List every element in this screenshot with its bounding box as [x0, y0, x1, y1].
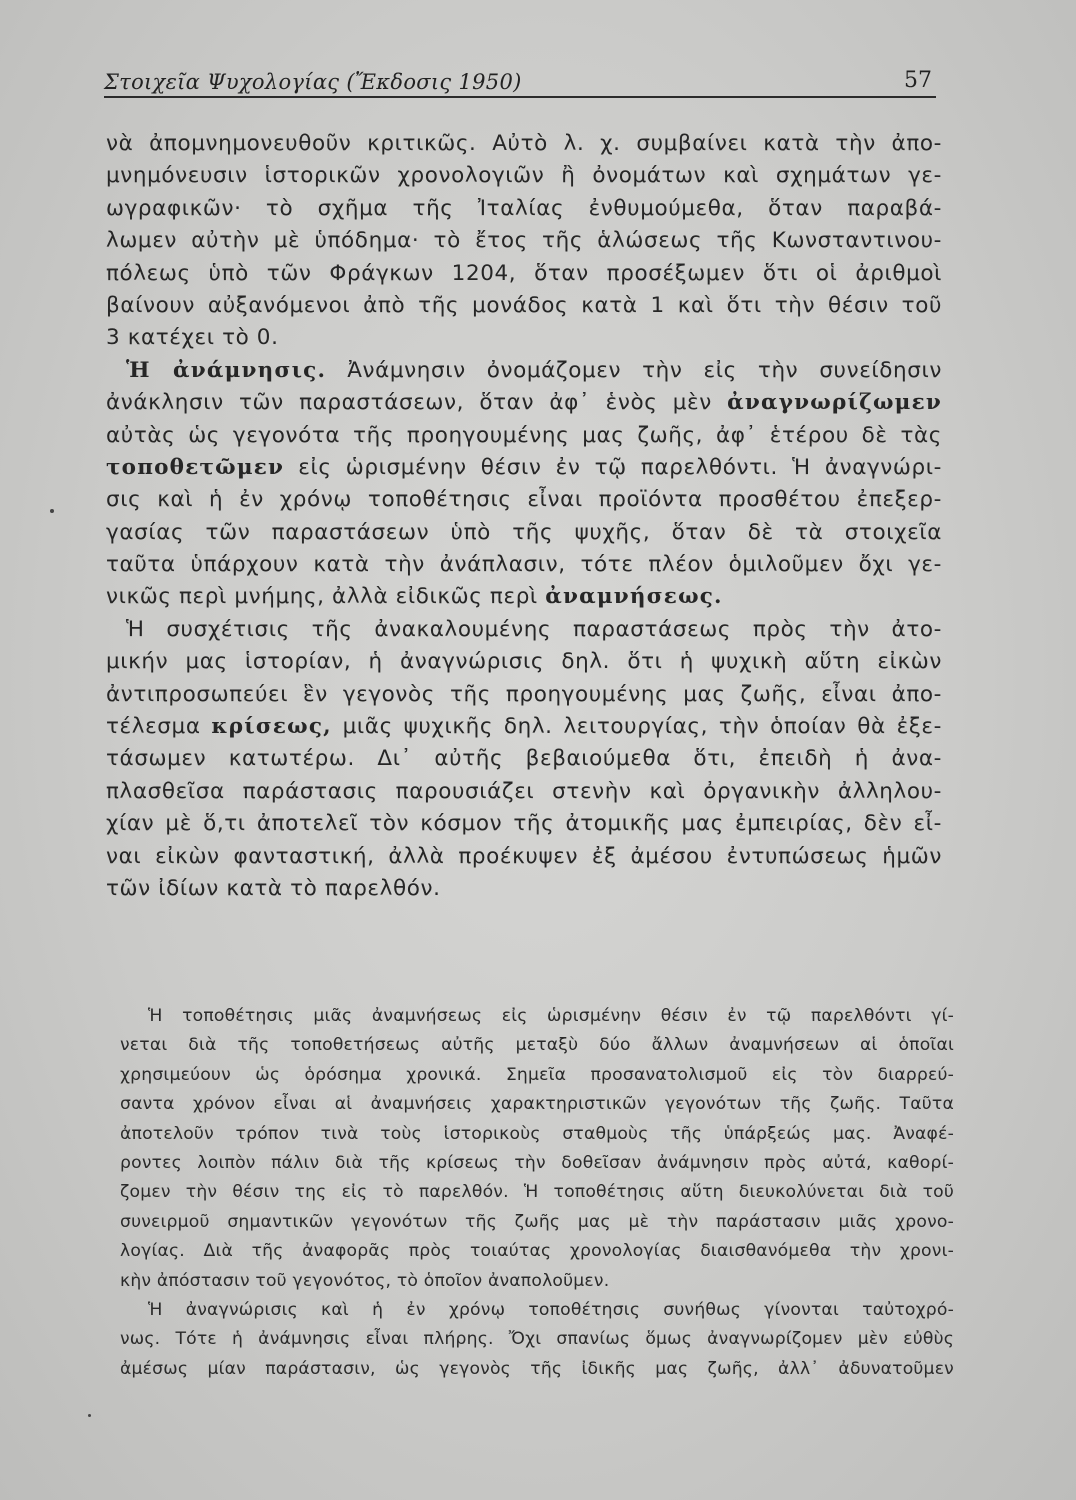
text-segment: ζομεν τὴν θέσιν της εἰς τὸ παρελθόν. Ἡ τοποθέτησις αὕτη διευκολύνεται διὰ τοῦ: [120, 1182, 954, 1203]
text-segment: βαίνουν αὐξανόμενοι ἀπὸ τῆς μονάδος κατὰ 1 καὶ ὅτι τὴν θέσιν τοῦ: [106, 292, 942, 318]
text-segment: γασίας τῶν παραστάσεων ὑπὸ τῆς ψυχῆς, ὅταν δὲ τὰ στοιχεῖα: [106, 519, 942, 545]
emphasized-term: Ἡ ἀνάμνησις.: [126, 357, 327, 383]
text-line: [106, 581, 942, 613]
text-segment: σις καὶ ἡ ἐν χρόνῳ τοποθέτησις εἶναι προϊόντα προσθέτου ἐπεξερ-: [106, 487, 942, 513]
text-line: [106, 355, 942, 387]
text-segment: Ἡ τοποθέτησις μιᾶς ἀναμνήσεως εἰς ὡρισμένην θέσιν ἐν τῷ παρελθόντι γί-: [148, 1006, 954, 1026]
text-segment: εἰς ὡρισμένην θέσιν ἐν τῷ παρελθόντι. Ἡ ἀναγνώρι-: [284, 454, 942, 480]
text-segment: λογίας. Διὰ τῆς ἀναφορᾶς πρὸς τοιαύτας χρονολογίας διαισθανόμεθα τὴν χρονι-: [120, 1241, 954, 1262]
small-print-line: [120, 1120, 954, 1149]
small-print-line: [120, 1031, 954, 1060]
scan-speck: [50, 509, 54, 513]
small-print-line: [120, 1237, 954, 1266]
text-line: [106, 128, 942, 160]
text-segment: ναι εἰκὼν φανταστική, ἀλλὰ προέκυψεν ἐξ ἀμέσου ἐντυπώσεως ἡμῶν: [106, 843, 942, 869]
text-segment: σαντα χρόνον εἶναι αἱ ἀναμνήσεις χαρακτηριστικῶν γεγονότων τῆς ζωῆς. Ταῦτα: [120, 1094, 954, 1115]
small-print-line: [120, 1208, 954, 1237]
text-segment: πλασθεῖσα παράστασις παρουσιάζει στενὴν καὶ ὀργανικὴν ἀλληλου-: [106, 778, 942, 804]
text-line: [106, 452, 942, 484]
text-line: [106, 808, 942, 840]
text-line: [106, 776, 942, 808]
text-segment: 3 κατέχει τὸ 0.: [106, 325, 279, 351]
small-print-line: [120, 1149, 954, 1178]
text-line: [106, 517, 942, 549]
small-print-line: [120, 1178, 954, 1207]
running-header: [104, 66, 936, 98]
text-segment: νως. Τότε ἡ ἀνάμνησις εἶναι πλήρης. Ὄχι σπανίως ὅμως ἀναγνωρίζομεν μὲν εὐθὺς: [120, 1329, 954, 1350]
text-line: [106, 387, 942, 419]
small-print-line: [120, 1002, 954, 1031]
page-number: 57: [904, 68, 932, 93]
text-segment: ἀμέσως μίαν παράστασιν, ὡς γεγονὸς τῆς ἰδικῆς μας ζωῆς, ἀλλ᾽ ἀδυνατοῦμεν: [120, 1358, 954, 1379]
text-segment: μιᾶς ψυχικῆς δηλ. λειτουργίας, τὴν ὁποίαν θὰ ἐξε-: [331, 714, 942, 740]
small-print-line: [120, 1296, 954, 1325]
text-line: [106, 193, 942, 225]
small-print-text: [120, 1002, 954, 1384]
text-segment: νικῶς περὶ μνήμης, ἀλλὰ εἰδικῶς περὶ: [106, 584, 546, 610]
text-segment: τῶν ἰδίων κατὰ τὸ παρελθόν.: [106, 875, 441, 901]
text-segment: Ἡ συσχέτισις τῆς ἀνακαλουμένης παραστάσεως πρὸς τὴν ἀτο-: [126, 616, 942, 642]
emphasized-term: κρίσεως,: [211, 714, 332, 740]
text-line: [106, 711, 942, 743]
text-segment: νὰ ἀπομνημονευθοῦν κριτικῶς. Αὐτὸ λ. χ. συμβαίνει κατὰ τὴν ἀπο-: [106, 131, 942, 156]
main-text: [106, 128, 942, 905]
small-print-line: [120, 1061, 954, 1090]
text-segment: χρησιμεύουν ὡς ὁρόσημα χρονικά. Σημεῖα προσανατολισμοῦ εἰς τὸν διαρρεύ-: [120, 1064, 954, 1085]
text-line: [106, 225, 942, 257]
text-line: [106, 290, 942, 322]
text-segment: νεται διὰ τῆς τοποθετήσεως αὐτῆς μεταξὺ δύο ἄλλων ἀναμνήσεων αἱ ὁποῖαι: [120, 1035, 954, 1056]
small-print-line: [120, 1325, 954, 1354]
text-segment: συνειρμοῦ σημαντικῶν γεγονότων τῆς ζωῆς μας μὲ τὴν παράστασιν μιᾶς χρονο-: [120, 1211, 954, 1232]
text-segment: μικήν μας ἱστορίαν, ἡ ἀναγνώρισις δηλ. ὅτι ἡ ψυχικὴ αὕτη εἰκὼν: [106, 649, 942, 675]
text-segment: λωμεν αὐτὴν μὲ ὑπόδημα· τὸ ἔτος τῆς ἁλώσεως τῆς Κωνσταντινου-: [106, 228, 942, 254]
text-line: [106, 258, 942, 290]
text-segment: χίαν μὲ ὅ,τι ἀποτελεῖ τὸν κόσμον τῆς ἀτομικῆς μας ἐμπειρίας, δὲν εἶ-: [106, 811, 942, 837]
emphasized-term: τοποθετῶμεν: [106, 454, 285, 480]
text-line: [106, 160, 942, 192]
text-segment: Ἀνάμνησιν ὀνομάζομεν τὴν εἰς τὴν συνείδησιν: [326, 357, 942, 383]
emphasized-term: ἀναμνήσεως.: [545, 584, 723, 610]
text-line: [106, 420, 942, 452]
text-segment: ἀποτελοῦν τρόπον τινὰ τοὺς ἱστορικοὺς σταθμοὺς τῆς ὑπάρξεώς μας. Ἀναφέ-: [120, 1123, 954, 1144]
text-line: [106, 679, 942, 711]
text-segment: μνημόνευσιν ἱστορικῶν χρονολογιῶν ἢ ὀνομάτων καὶ σχημάτων γε-: [106, 163, 942, 189]
text-segment: ωγραφικῶν· τὸ σχῆμα τῆς Ἰταλίας ἐνθυμούμεθα, ὅταν παραβά-: [106, 195, 942, 221]
small-print-line: [120, 1090, 954, 1119]
text-segment: Ἡ ἀναγνώρισις καὶ ἡ ἐν χρόνῳ τοποθέτησις συνήθως γίνονται ταὐτοχρό-: [148, 1299, 954, 1320]
text-line: [106, 743, 942, 775]
text-segment: τέλεσμα: [106, 714, 212, 740]
text-line: [106, 646, 942, 678]
text-line: [106, 873, 942, 905]
text-segment: ἀνάκλησιν τῶν παραστάσεων, ὅταν ἀφ᾽ ἑνὸς μὲν: [106, 390, 728, 416]
text-line: [106, 841, 942, 873]
text-line: [106, 549, 942, 581]
text-segment: τάσωμεν κατωτέρω. Δι᾽ αὐτῆς βεβαιούμεθα ὅτι, ἐπειδὴ ἡ ἀνα-: [106, 746, 942, 772]
text-segment: πόλεως ὑπὸ τῶν Φράγκων 1204, ὅταν προσέξωμεν ὅτι οἱ ἀριθμοὶ: [106, 260, 942, 286]
text-segment: ἀντιπροσωπεύει ἓν γεγονὸς τῆς προηγουμένης μας ζωῆς, εἶναι ἀπο-: [106, 681, 942, 707]
text-line: [106, 322, 942, 354]
text-segment: ταῦτα ὑπάρχουν κατὰ τὴν ἀνάπλασιν, τότε πλέον ὁμιλοῦμεν ὄχι γε-: [106, 552, 942, 578]
text-line: [106, 614, 942, 646]
text-line: [106, 484, 942, 516]
text-segment: κὴν ἀπόστασιν τοῦ γεγονότος, τὸ ὁποῖον ἀναπολοῦμεν.: [120, 1270, 610, 1291]
book-title: Στοιχεῖα Ψυχολογίας (Ἔκδοσις 1950): [104, 70, 522, 94]
scan-speck: [88, 1414, 91, 1417]
small-print-line: [120, 1267, 954, 1296]
emphasized-term: ἀναγνωρίζωμεν: [727, 390, 942, 416]
text-segment: ροντες λοιπὸν πάλιν διὰ τῆς κρίσεως τὴν δοθεῖσαν ἀνάμνησιν πρὸς αὐτά, καθορί-: [120, 1152, 954, 1173]
small-print-line: [120, 1355, 954, 1384]
text-segment: αὐτὰς ὡς γεγονότα τῆς προηγουμένης μας ζωῆς, ἀφ᾽ ἑτέρου δὲ τὰς: [106, 422, 942, 448]
